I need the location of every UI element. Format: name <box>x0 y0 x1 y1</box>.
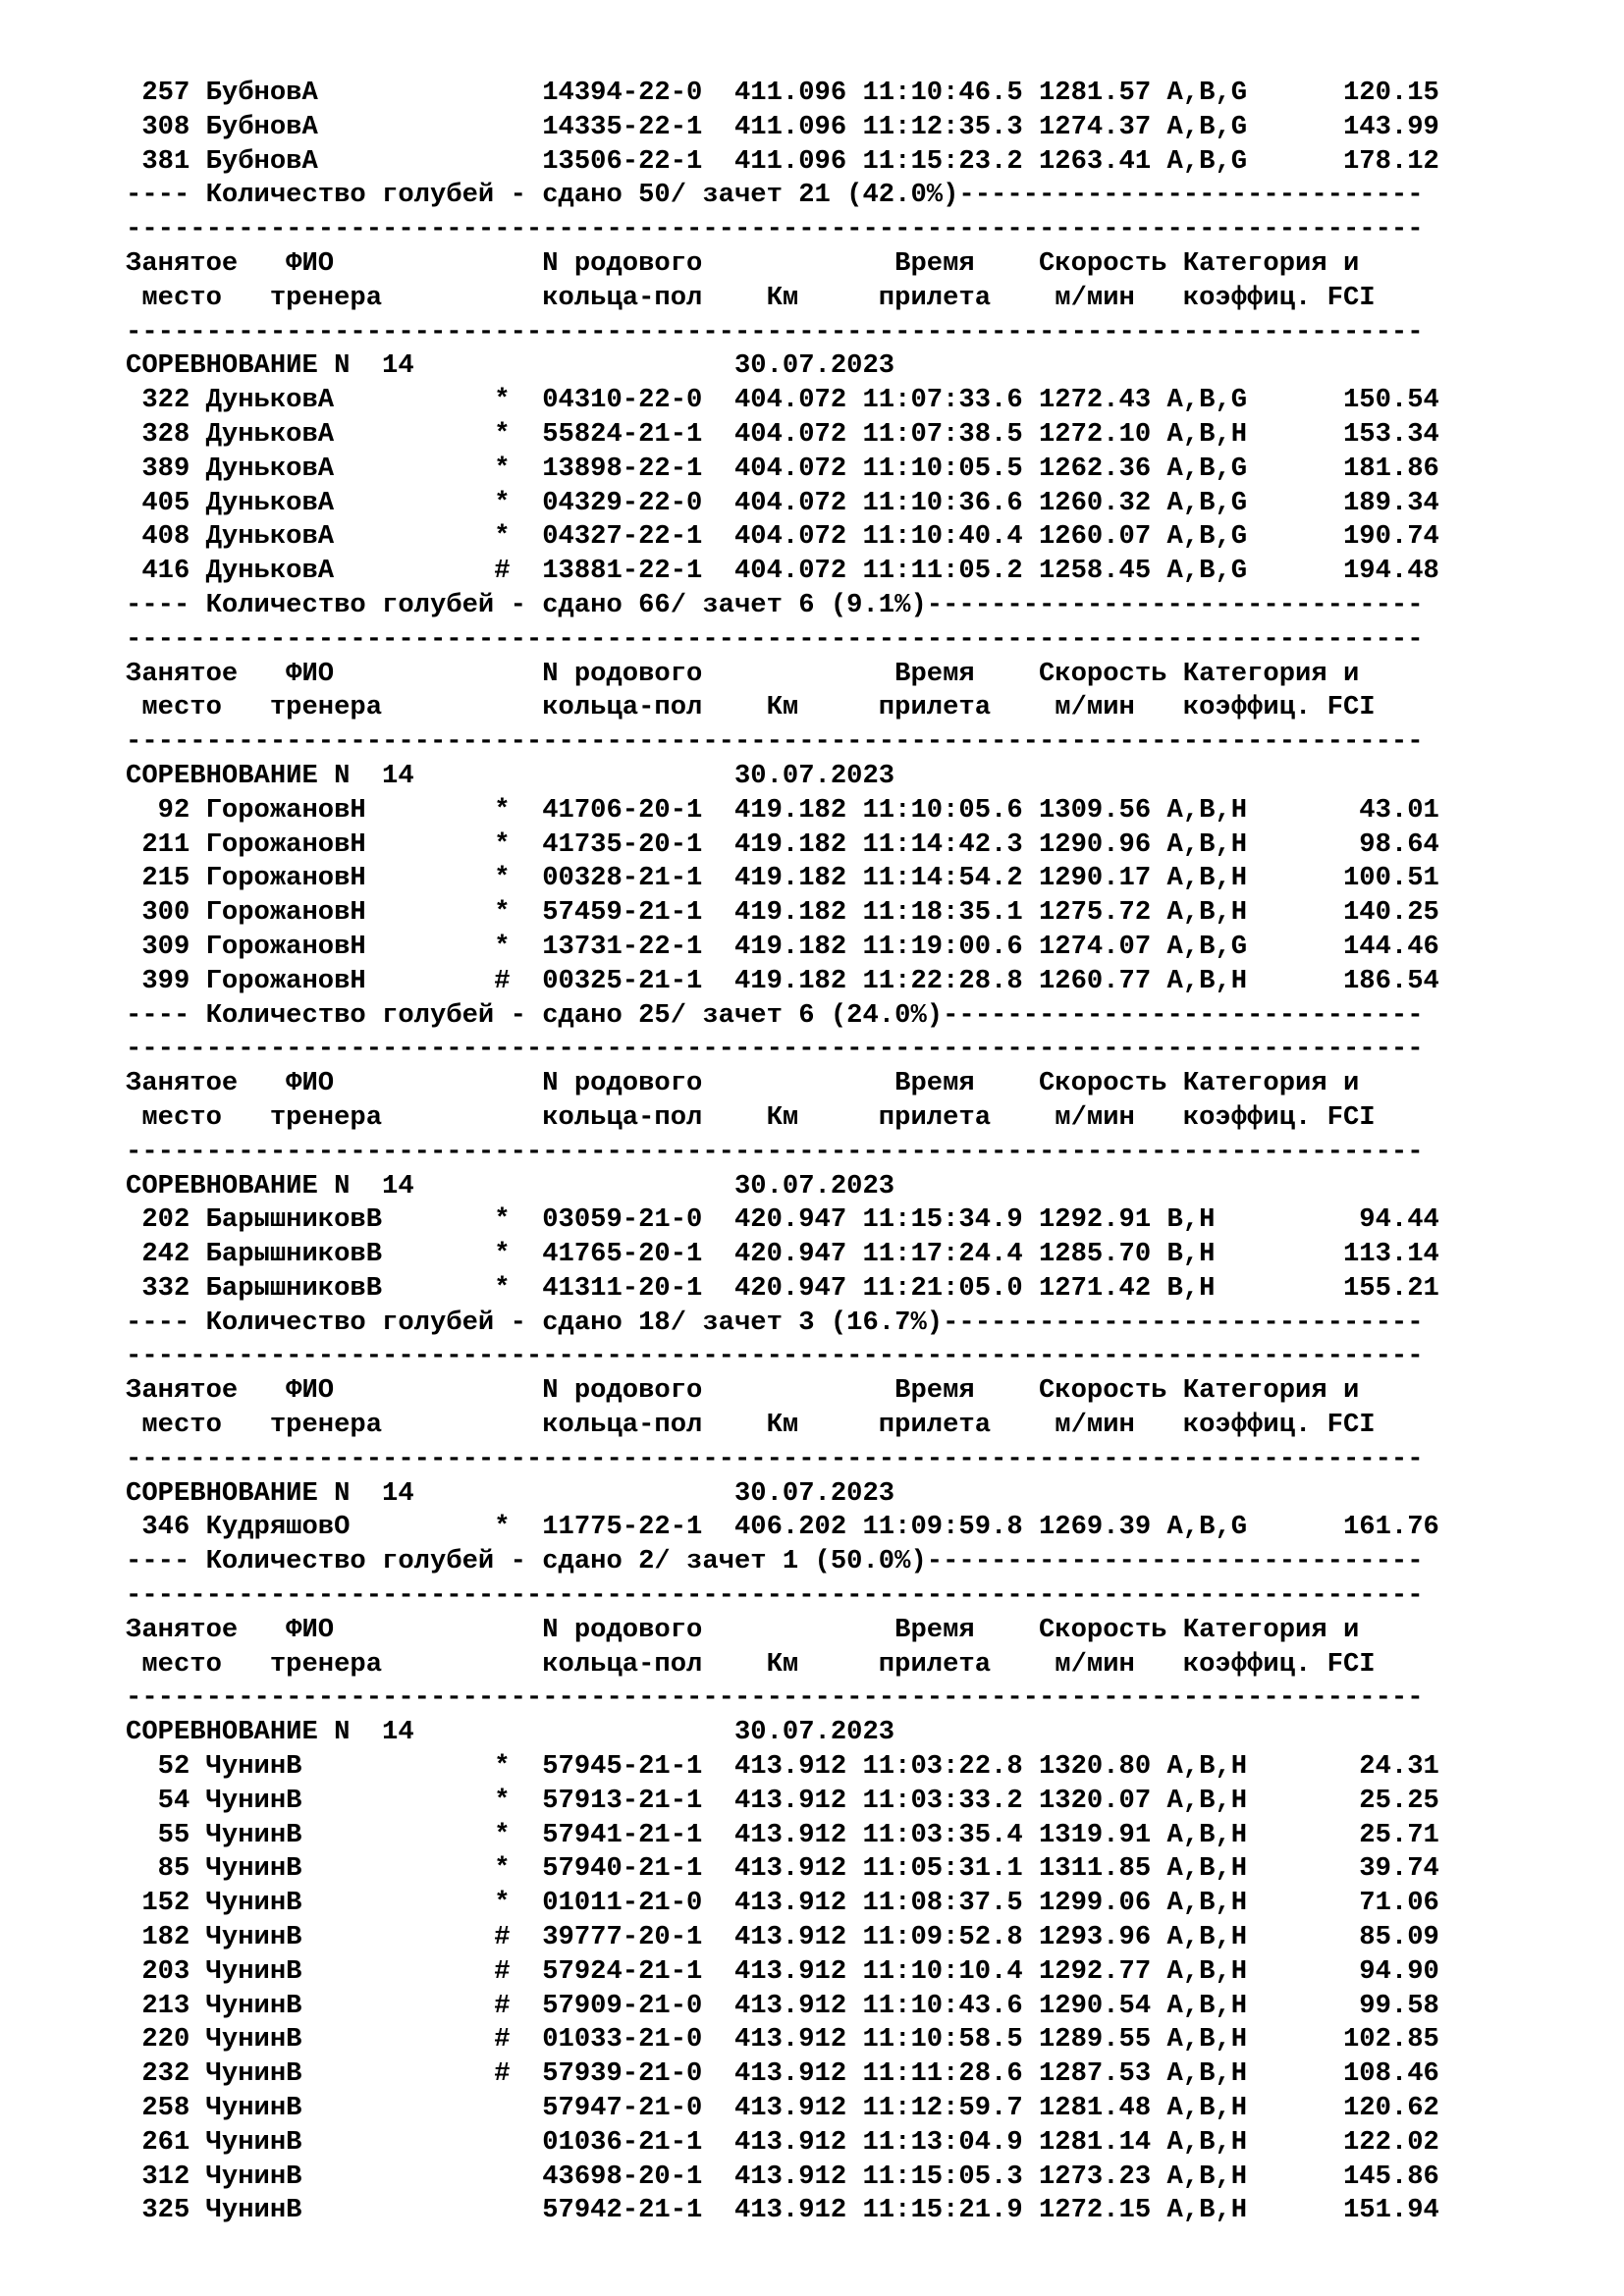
result-row: 399 ГорожановН # 00325-21-1 419.182 11:22:28.8 1260.77 A,B,H 186.54 <box>126 965 1439 996</box>
separator-line: --------------------------------------------------------------------------------- <box>126 1136 1424 1167</box>
separator-line: --------------------------------------------------------------------------------- <box>126 623 1424 655</box>
separator-line: --------------------------------------------------------------------------------- <box>126 1341 1424 1372</box>
column-header-line-1: Занятое ФИО N родового Время Скорость Категория и <box>126 247 1360 279</box>
separator-line: --------------------------------------------------------------------------------- <box>126 1682 1424 1714</box>
result-row: 213 ЧунинВ # 57909-21-0 413.912 11:10:43.6 1290.54 A,B,H 99.58 <box>126 1990 1439 2021</box>
summary-line: ---- Количество голубей - сдано 50/ зачет 21 (42.0%)----------------------------- <box>126 180 1424 211</box>
column-header-line-2: место тренера кольца-пол Км прилета м/мин коэффиц. FCI <box>126 1410 1376 1441</box>
column-header-line-2: место тренера кольца-пол Км прилета м/мин коэффиц. FCI <box>126 1101 1376 1133</box>
result-row: 309 ГорожановН * 13731-22-1 419.182 11:19:00.6 1274.07 A,B,G 144.46 <box>126 931 1439 962</box>
result-row: 416 ДуньковА # 13881-22-1 404.072 11:11:05.2 1258.45 A,B,G 194.48 <box>126 556 1439 587</box>
column-header-line-2: место тренера кольца-пол Км прилета м/мин коэффиц. FCI <box>126 282 1376 313</box>
competition-line: СОРЕВНОВАНИЕ N 14 30.07.2023 <box>126 1170 895 1201</box>
column-header-line-1: Занятое ФИО N родового Время Скорость Категория и <box>126 658 1360 689</box>
result-row: 85 ЧунинВ * 57940-21-1 413.912 11:05:31.1 1311.85 A,B,H 39.74 <box>126 1853 1439 1885</box>
result-row: 332 БарышниковВ * 41311-20-1 420.947 11:21:05.0 1271.42 B,H 155.21 <box>126 1272 1439 1304</box>
result-row: 381 БубновА 13506-22-1 411.096 11:15:23.2 1263.41 A,B,G 178.12 <box>126 145 1439 177</box>
result-row: 300 ГорожановН * 57459-21-1 419.182 11:18:35.1 1275.72 A,B,H 140.25 <box>126 897 1439 929</box>
results-listing <box>126 77 1439 2228</box>
result-row: 232 ЧунинВ # 57939-21-0 413.912 11:11:28.6 1287.53 A,B,H 108.46 <box>126 2058 1439 2090</box>
result-row: 325 ЧунинВ 57942-21-1 413.912 11:15:21.9 1272.15 A,B,H 151.94 <box>126 2195 1439 2226</box>
result-row: 202 БарышниковВ * 03059-21-0 420.947 11:15:34.9 1292.91 B,H 94.44 <box>126 1204 1439 1236</box>
result-row: 322 ДуньковА * 04310-22-0 404.072 11:07:33.6 1272.43 A,B,G 150.54 <box>126 385 1439 416</box>
separator-line: --------------------------------------------------------------------------------- <box>126 1034 1424 1065</box>
competition-line: СОРЕВНОВАНИЕ N 14 30.07.2023 <box>126 1477 895 1509</box>
result-row: 182 ЧунинВ # 39777-20-1 413.912 11:09:52.8 1293.96 A,B,H 85.09 <box>126 1922 1439 1953</box>
result-row: 211 ГорожановН * 41735-20-1 419.182 11:14:42.3 1290.96 A,B,H 98.64 <box>126 828 1439 860</box>
summary-line: ---- Количество голубей - сдано 18/ зачет 3 (16.7%)------------------------------ <box>126 1307 1424 1338</box>
column-header-line-2: место тренера кольца-пол Км прилета м/мин коэффиц. FCI <box>126 1648 1376 1680</box>
result-row: 261 ЧунинВ 01036-21-1 413.912 11:13:04.9 1281.14 A,B,H 122.02 <box>126 2126 1439 2158</box>
competition-line: СОРЕВНОВАНИЕ N 14 30.07.2023 <box>126 1717 895 1748</box>
summary-line: ---- Количество голубей - сдано 66/ зачет 6 (9.1%)------------------------------- <box>126 589 1424 620</box>
summary-line: ---- Количество голубей - сдано 2/ зачет 1 (50.0%)------------------------------- <box>126 1546 1424 1577</box>
result-row: 328 ДуньковА * 55824-21-1 404.072 11:07:38.5 1272.10 A,B,H 153.34 <box>126 418 1439 450</box>
result-row: 92 ГорожановН * 41706-20-1 419.182 11:10:05.6 1309.56 A,B,H 43.01 <box>126 794 1439 826</box>
summary-line: ---- Количество голубей - сдано 25/ зачет 6 (24.0%)------------------------------ <box>126 999 1424 1031</box>
result-row: 408 ДуньковА * 04327-22-1 404.072 11:10:40.4 1260.07 A,B,G 190.74 <box>126 521 1439 553</box>
result-row: 54 ЧунинВ * 57913-21-1 413.912 11:03:33.2 1320.07 A,B,H 25.25 <box>126 1785 1439 1816</box>
separator-line: --------------------------------------------------------------------------------- <box>126 1580 1424 1612</box>
column-header-line-2: место тренера кольца-пол Км прилета м/мин коэффиц. FCI <box>126 692 1376 723</box>
result-row: 405 ДуньковА * 04329-22-0 404.072 11:10:36.6 1260.32 A,B,G 189.34 <box>126 487 1439 518</box>
result-row: 52 ЧунинВ * 57945-21-1 413.912 11:03:22.8 1320.80 A,B,H 24.31 <box>126 1751 1439 1783</box>
result-row: 346 КудряшовО * 11775-22-1 406.202 11:09:59.8 1269.39 A,B,G 161.76 <box>126 1512 1439 1543</box>
result-row: 203 ЧунинВ # 57924-21-1 413.912 11:10:10.4 1292.77 A,B,H 94.90 <box>126 1955 1439 1987</box>
separator-line: --------------------------------------------------------------------------------- <box>126 316 1424 347</box>
result-row: 55 ЧунинВ * 57941-21-1 413.912 11:03:35.4 1319.91 A,B,H 25.71 <box>126 1819 1439 1850</box>
competition-line: СОРЕВНОВАНИЕ N 14 30.07.2023 <box>126 350 895 382</box>
column-header-line-1: Занятое ФИО N родового Время Скорость Категория и <box>126 1614 1360 1645</box>
result-row: 308 БубновА 14335-22-1 411.096 11:12:35.3 1274.37 A,B,G 143.99 <box>126 111 1439 142</box>
result-row: 389 ДуньковА * 13898-22-1 404.072 11:10:05.5 1262.36 A,B,G 181.86 <box>126 453 1439 484</box>
competition-line: СОРЕВНОВАНИЕ N 14 30.07.2023 <box>126 760 895 791</box>
column-header-line-1: Занятое ФИО N родового Время Скорость Категория и <box>126 1068 1360 1099</box>
result-row: 220 ЧунинВ # 01033-21-0 413.912 11:10:58.5 1289.55 A,B,H 102.85 <box>126 2024 1439 2056</box>
result-row: 258 ЧунинВ 57947-21-0 413.912 11:12:59.7 1281.48 A,B,H 120.62 <box>126 2093 1439 2124</box>
column-header-line-1: Занятое ФИО N родового Время Скорость Категория и <box>126 1375 1360 1407</box>
separator-line: --------------------------------------------------------------------------------- <box>126 1443 1424 1474</box>
result-row: 242 БарышниковВ * 41765-20-1 420.947 11:17:24.4 1285.70 B,H 113.14 <box>126 1239 1439 1270</box>
separator-line: --------------------------------------------------------------------------------- <box>126 726 1424 758</box>
result-row: 312 ЧунинВ 43698-20-1 413.912 11:15:05.3 1273.23 A,B,H 145.86 <box>126 2161 1439 2192</box>
result-row: 215 ГорожановН * 00328-21-1 419.182 11:14:54.2 1290.17 A,B,H 100.51 <box>126 863 1439 894</box>
separator-line: --------------------------------------------------------------------------------- <box>126 214 1424 245</box>
result-row: 257 БубновА 14394-22-0 411.096 11:10:46.5 1281.57 A,B,G 120.15 <box>126 78 1439 108</box>
result-row: 152 ЧунинВ * 01011-21-0 413.912 11:08:37.5 1299.06 A,B,H 71.06 <box>126 1888 1439 1919</box>
